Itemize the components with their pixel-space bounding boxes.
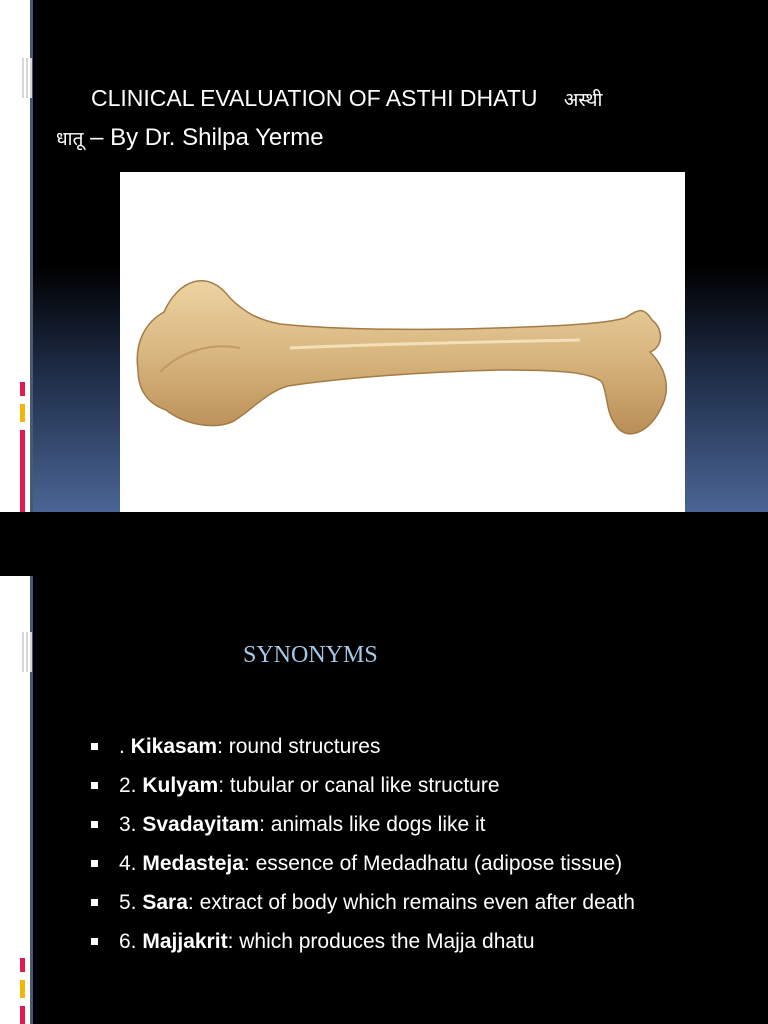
accent-bar-red xyxy=(20,958,25,972)
item-term: Kikasam xyxy=(130,735,218,758)
item-term: Sara xyxy=(142,891,188,914)
item-number: 5. xyxy=(119,891,143,914)
list-item xyxy=(88,849,739,879)
item-number: 2. xyxy=(119,774,143,797)
accent-bar-yellow xyxy=(20,404,25,422)
item-description: : extract of body which remains even after death xyxy=(187,891,635,914)
item-term: Majjakrit xyxy=(142,930,228,953)
list-item xyxy=(88,927,739,957)
item-number: 3. xyxy=(119,813,143,836)
femur-bone-drawing xyxy=(120,172,685,512)
femur-bone-shape xyxy=(137,281,666,434)
slide-title-text xyxy=(56,80,736,158)
list-item xyxy=(88,888,739,918)
slide-synonyms xyxy=(0,576,768,1024)
title-devanagari-1: अस्थी xyxy=(563,90,603,111)
title-byline: – By Dr. Shilpa Yerme xyxy=(83,124,324,151)
item-description: : animals like dogs like it xyxy=(259,813,486,836)
item-description: : which produces the Majja dhatu xyxy=(227,930,535,953)
decorative-bars xyxy=(22,632,34,672)
bullet-icon xyxy=(91,821,98,828)
accent-bar-red-long xyxy=(20,430,25,512)
item-term: Kulyam xyxy=(142,774,219,797)
item-term: Svadayitam xyxy=(142,813,260,836)
title-line: CLINICAL EVALUATION OF ASTHI DHATU xyxy=(91,85,538,111)
item-term: Medasteja xyxy=(142,852,244,875)
item-description: : tubular or canal like structure xyxy=(218,774,500,797)
bullet-icon xyxy=(91,743,98,750)
synonyms-heading: SYNONYMS xyxy=(243,642,378,668)
slide-gap xyxy=(0,512,768,576)
item-number: 6. xyxy=(119,930,143,953)
accent-bar-red xyxy=(20,382,25,396)
femur-bone-image xyxy=(120,172,685,512)
bullet-icon xyxy=(91,899,98,906)
bullet-icon xyxy=(91,938,98,945)
title-devanagari-2: धातू xyxy=(56,129,84,150)
decorative-bars xyxy=(22,58,34,98)
item-number: 4. xyxy=(119,852,143,875)
item-description: : round structures xyxy=(217,735,381,758)
synonyms-list xyxy=(88,732,739,966)
list-item xyxy=(88,732,739,762)
bullet-icon xyxy=(91,782,98,789)
item-description: : essence of Medadhatu (adipose tissue) xyxy=(243,852,623,875)
list-item xyxy=(88,810,739,840)
accent-bar-yellow xyxy=(20,980,25,998)
item-number: . xyxy=(119,735,131,758)
list-item xyxy=(88,771,739,801)
bullet-icon xyxy=(91,860,98,867)
accent-bar-red-long xyxy=(20,1006,25,1024)
